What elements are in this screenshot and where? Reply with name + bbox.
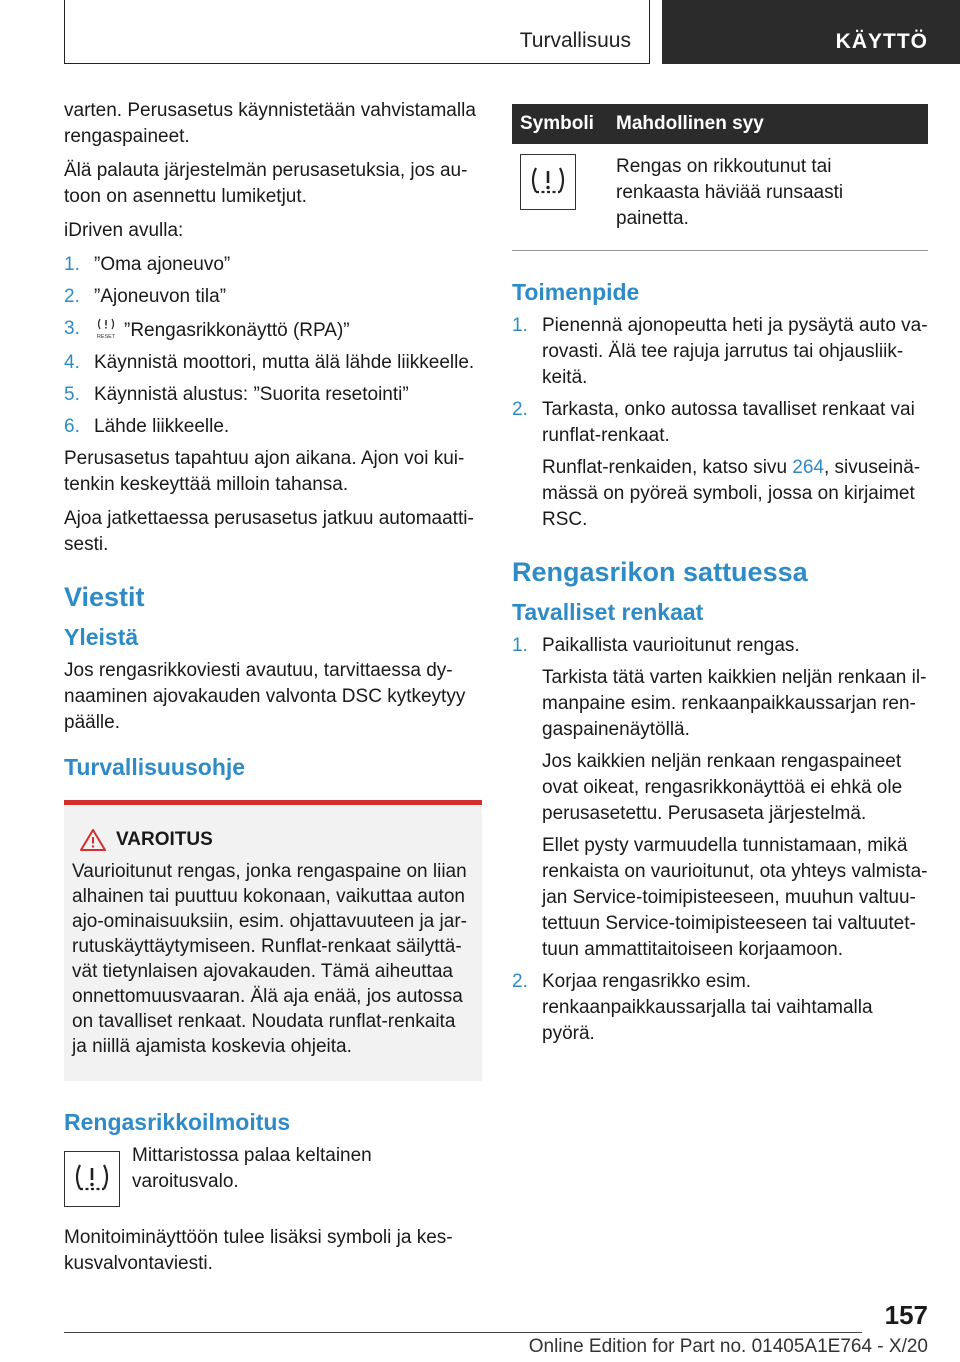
heading-in-case-of-flat: Rengasrikon sattuessa xyxy=(512,557,808,587)
list-item xyxy=(64,350,482,376)
list-item xyxy=(64,414,482,440)
table-cell-symbol xyxy=(512,144,608,251)
step-number: 2. xyxy=(512,399,528,420)
table-row xyxy=(512,144,928,251)
step-text: Paikallista vaurioitunut rengas. xyxy=(542,635,800,656)
step-number: 1. xyxy=(64,254,80,275)
symbol-table xyxy=(512,104,928,251)
step-text: ”Oma ajoneuvo” xyxy=(94,254,231,275)
heading-flat-tire-notice: Rengasrikkoilmoitus xyxy=(64,1109,291,1135)
tire-pressure-warning-icon xyxy=(520,154,576,210)
list-item xyxy=(512,397,928,533)
step-number: 1. xyxy=(512,635,528,656)
notice-row xyxy=(64,1143,482,1207)
list-item xyxy=(512,969,928,1047)
step-text: ”Ajoneuvon tila” xyxy=(94,286,227,307)
heading-safety-note: Turvallisuusohje xyxy=(64,754,246,780)
footer-edition: Online Edition for Part no. 01405A1E764 - X/20 xyxy=(528,1336,928,1357)
paragraph: iDriven avulla: xyxy=(64,220,184,241)
right-column xyxy=(512,104,928,1053)
sub-paragraph: Jos kaikkien neljän renkaan rengaspaineet ovat oikeat, rengasrikkonäyttöä ei ehkä ole perusasetettu. Perusaseta järjestelmä. xyxy=(542,751,903,824)
table-header-cause: Mahdollinen syy xyxy=(608,104,928,144)
warning-title xyxy=(72,827,474,853)
notice-text: Mittaristossa palaa keltainen varoitusvalo. xyxy=(132,1145,372,1192)
chapter-title: KÄYTTÖ xyxy=(835,30,928,53)
flat-tire-steps xyxy=(512,633,928,1047)
paragraph: Perusasetus tapahtuu ajon aikana. Ajon voi kuitenkin keskeyttää milloin tahansa. xyxy=(64,448,465,495)
table-header-row xyxy=(512,104,928,144)
step-text: Lähde liikkeelle. xyxy=(94,416,230,437)
step-number: 3. xyxy=(64,318,80,339)
warning-triangle-icon xyxy=(80,829,106,851)
step-text: ”Rengasrikkonäyttö (RPA)” xyxy=(124,320,350,341)
list-item xyxy=(512,633,928,963)
sub-paragraph: Runflat-renkaiden, katso sivu 264, sivuseinämässä on pyöreä symboli, jossa on kirjaimet RSC. xyxy=(542,457,921,530)
warning-box xyxy=(64,800,482,1081)
left-column xyxy=(64,98,482,1285)
step-text: Pienennä ajonopeutta heti ja pysäytä auto varovasti. Älä tee rajuja jarrutus tai ohjausliikkeitä. xyxy=(542,315,928,388)
step-text: Käynnistä alustus: ”Suorita resetointi” xyxy=(94,384,409,405)
tire-pressure-warning-icon xyxy=(64,1151,120,1207)
heading-action: Toimenpide xyxy=(512,279,640,305)
list-item xyxy=(64,252,482,278)
section-title: Turvallisuus xyxy=(519,29,631,52)
header-section-box xyxy=(64,0,650,64)
step-text: Käynnistä moottori, mutta älä lähde liikkeelle. xyxy=(94,352,475,373)
idrive-steps-list xyxy=(64,252,482,440)
page-link[interactable]: 264 xyxy=(792,457,824,478)
step-number: 4. xyxy=(64,352,80,373)
paragraph: Älä palauta järjestelmän perusasetuksia, jos autoon on asennettu lumiketjut. xyxy=(64,160,468,207)
step-number: 2. xyxy=(512,971,528,992)
heading-general: Yleistä xyxy=(64,624,139,650)
list-item xyxy=(512,313,928,391)
step-number: 5. xyxy=(64,384,80,405)
sub-paragraph: Tarkista tätä varten kaikkien neljän renkaan ilmanpaine esim. renkaanpaikkaussarjan rengaspainenäytöllä. xyxy=(542,667,927,740)
paragraph: varten. Perusasetus käynnistetään vahvistamalla rengaspaineet. xyxy=(64,100,476,147)
paragraph: Ajoa jatkettaessa perusasetus jatkuu automaattisesti. xyxy=(64,508,474,555)
warning-label: VAROITUS xyxy=(116,829,213,850)
list-item xyxy=(64,316,482,344)
page-number: 157 xyxy=(884,1300,928,1330)
tire-reset-icon xyxy=(94,316,118,340)
paragraph: Jos rengasrikkoviesti avautuu, tarvittaessa dynaaminen ajovakauden valvonta DSC kytkeytyy päälle. xyxy=(64,660,466,733)
table-header-symbol: Symboli xyxy=(512,104,608,144)
step-number: 2. xyxy=(64,286,80,307)
paragraph: Monitoiminäyttöön tulee lisäksi symboli ja keskusvalvontaviesti. xyxy=(64,1227,453,1274)
warning-text: Vaurioitunut rengas, jonka rengaspaine on liian alhainen tai puuttuu kokonaan, vaikuttaa auton ajo-ominaisuuksiin, esim. ohjattavuuteen ja jarrutuskäyttäytymiseen. Runflat-renkaat säilyttävät tietynlaisen ajovakauden. Tämä aiheuttaa onnettomuusvaaran. Älä aja enää, jos autossa on tavalliset renkaat. Noudata runflat-renkaita ja niillä ajamista koskevia ohjeita. xyxy=(72,861,467,1057)
list-item xyxy=(64,284,482,310)
step-number: 1. xyxy=(512,315,528,336)
table-cell-cause: Rengas on rikkoutunut tai renkaasta häviää runsaasti painetta. xyxy=(608,144,928,251)
svg-text:RESET: RESET xyxy=(96,334,116,340)
header-chapter-box xyxy=(662,0,960,64)
heading-messages: Viestit xyxy=(64,582,145,612)
heading-regular-tires: Tavalliset renkaat xyxy=(512,599,704,625)
step-number: 6. xyxy=(64,416,80,437)
step-text: Tarkasta, onko autossa tavalliset renkaat vai runflat-renkaat. xyxy=(542,399,915,446)
action-list xyxy=(512,313,928,533)
footer-divider xyxy=(64,1332,862,1333)
sub-paragraph: Ellet pysty varmuudella tunnistamaan, mikä renkaista on vaurioitunut, ota yhteys valmistajan Service-toimipisteeseen, muuhun valtuutettuun Service-toimipisteeseen tai valtuutettuun ammattitaitoiseen korjaamoon. xyxy=(542,835,928,960)
list-item xyxy=(64,382,482,408)
step-text: Korjaa rengasrikko esim. renkaanpaikkaussarjalla tai vaihtamalla pyörä. xyxy=(542,971,873,1044)
